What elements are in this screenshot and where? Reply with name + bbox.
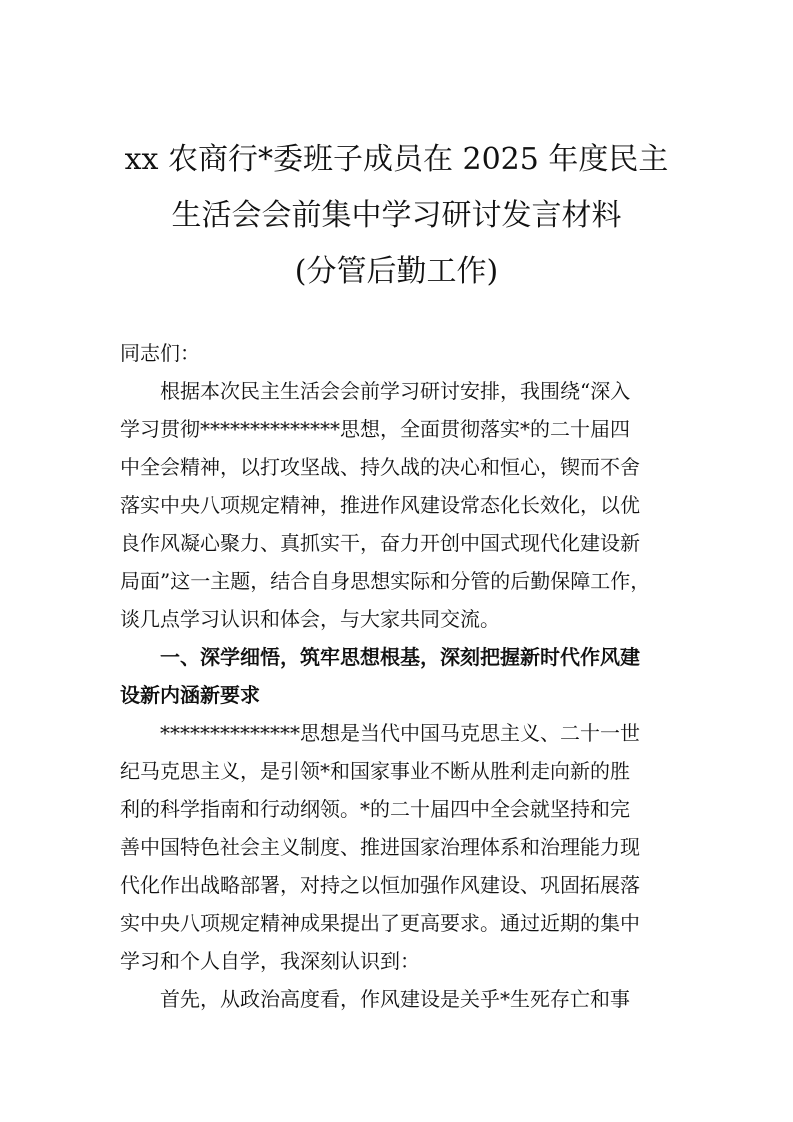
body-line: 根据本次民主生活会会前学习研讨安排，我围绕“深入 [160, 379, 631, 403]
document-title-line-1: xx 农商行*委班子成员在 2025 年度民主 [124, 142, 669, 177]
body-line: 实中央八项规定精神成果提出了更高要求。通过近期的集中 [120, 911, 640, 935]
body-line: 落实中央八项规定精神，推进作风建设常态化长效化，以优 [120, 493, 640, 517]
body-line: 局面”这一主题，结合自身思想实际和分管的后勤保障工作， [120, 569, 651, 593]
section-heading-line: 设新内涵新要求 [120, 683, 260, 707]
body-line: 中全会精神，以打攻坚战、持久战的决心和恒心，锲而不舍 [120, 455, 640, 479]
body-line: **************思想是当代中国马克思主义、二十一世 [160, 721, 640, 745]
section-heading-line: 一、深学细悟，筑牢思想根基，深刻把握新时代作风建 [160, 645, 640, 669]
body-line: 纪马克思主义，是引领*和国家事业不断从胜利走向新的胜 [120, 759, 630, 783]
document-title-line-2: 生活会会前集中学习研讨发言材料 [171, 198, 622, 233]
body-line: 学习和个人自学，我深刻认识到： [120, 949, 420, 973]
body-line: 谈几点学习认识和体会，与大家共同交流。 [120, 607, 500, 631]
document-title-line-3: (分管后勤工作) [294, 254, 499, 289]
body-line: 利的科学指南和行动纲领。*的二十届四中全会就坚持和完 [120, 797, 630, 821]
body-line: 善中国特色社会主义制度、推进国家治理体系和治理能力现 [120, 835, 640, 859]
body-line: 代化作出战略部署，对持之以恒加强作风建设、巩固拓展落 [120, 873, 640, 897]
body-line: 学习贯彻**************思想，全面贯彻落实*的二十届四 [120, 417, 630, 441]
body-line: 首先，从政治高度看，作风建设是关乎*生死存亡和事 [160, 987, 630, 1011]
body-line: 良作风凝心聚力、真抓实干，奋力开创中国式现代化建设新 [120, 531, 640, 555]
salutation: 同志们： [120, 341, 200, 365]
